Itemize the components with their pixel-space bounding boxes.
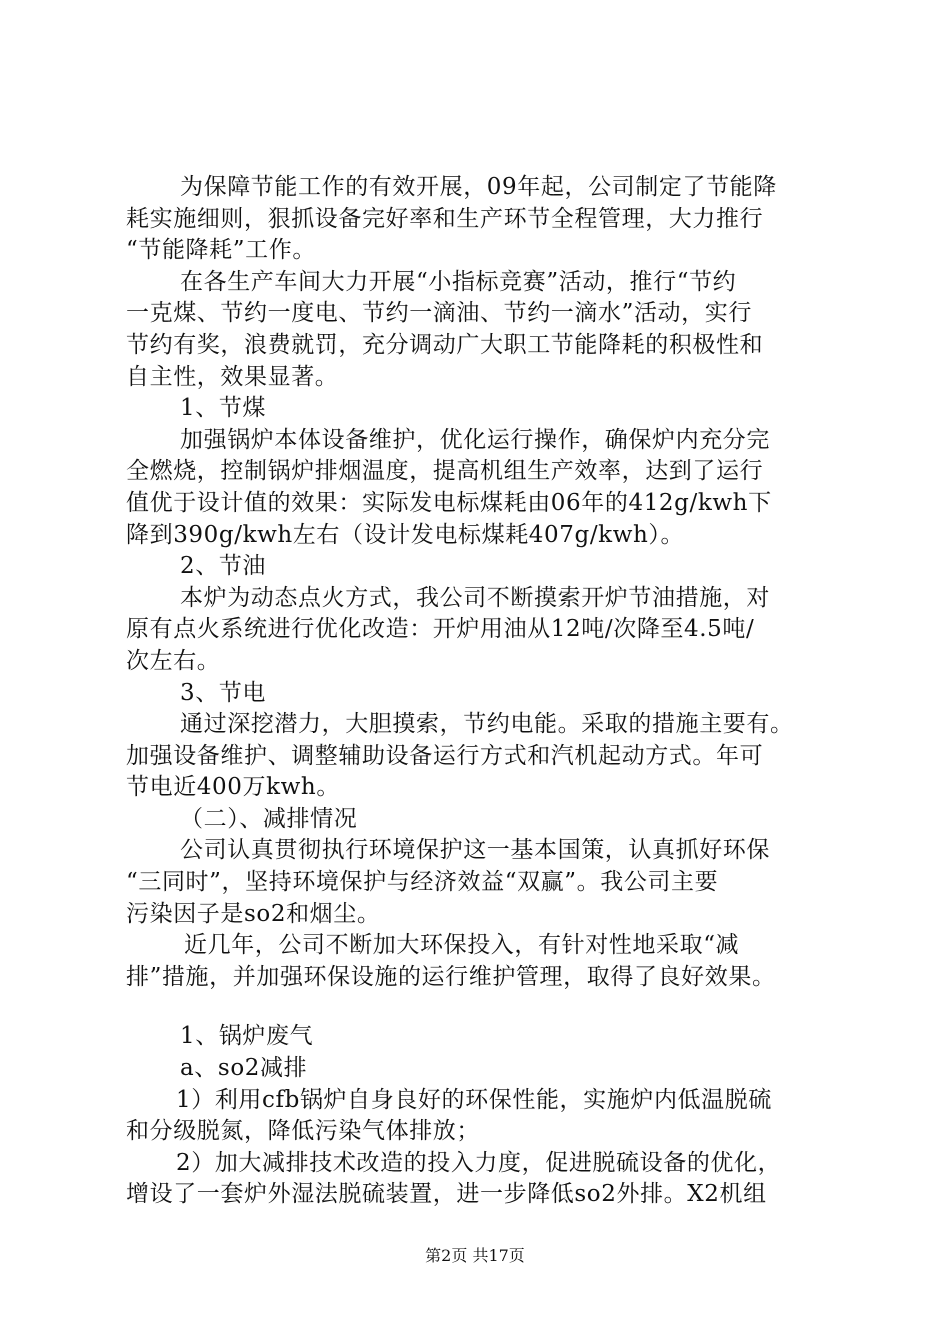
text-line: 2）加大减排技术改造的投入力度，促进脱硫设备的优化， bbox=[176, 1149, 782, 1176]
text-line: 为保障节能工作的有效开展，09年起，公司制定了节能降 bbox=[180, 174, 777, 200]
text-line: 和分级脱氮，降低污染气体排放； bbox=[126, 1118, 480, 1145]
text-line: 增设了一套炉外湿法脱硫装置，进一步降低so2外排。X2机组 bbox=[126, 1181, 767, 1208]
text-line: 1、节煤 bbox=[180, 395, 267, 422]
text-line: 节电近400万kwh。 bbox=[126, 774, 340, 801]
page-footer: 第2页 共17页 bbox=[425, 1246, 525, 1265]
text-line: 通过深挖潜力，大胆摸索，节约电能。采取的措施主要有。 bbox=[180, 711, 794, 738]
text-line: 本炉为动态点火方式，我公司不断摸索开炉节油措施，对 bbox=[180, 584, 770, 611]
text-line: 加强锅炉本体设备维护，优化运行操作，确保炉内充分完 bbox=[180, 426, 770, 453]
text-line: a、so2减排 bbox=[180, 1055, 308, 1082]
text-line: 一克煤、节约一度电、节约一滴油、节约一滴水”活动，实行 bbox=[126, 300, 752, 327]
text-line: （二）、减排情况 bbox=[180, 805, 358, 832]
text-line: 在各生产车间大力开展“小指标竞赛”活动，推行“节约 bbox=[180, 268, 737, 295]
text-line: 1、锅炉废气 bbox=[180, 1023, 314, 1050]
text-line: 原有点火系统进行优化改造：开炉用油从12吨/次降至4.5吨/ bbox=[126, 616, 755, 643]
text-line: 排”措施，并加强环保设施的运行维护管理，取得了良好效果。 bbox=[126, 963, 776, 990]
text-line: 全燃烧，控制锅炉排烟温度，提高机组生产效率，达到了运行 bbox=[126, 458, 764, 485]
text-line: “节能降耗”工作。 bbox=[126, 237, 316, 264]
text-line: “三同时”，坚持环境保护与经济效益“双赢”。我公司主要 bbox=[126, 869, 719, 896]
text-line: 次左右。 bbox=[126, 647, 221, 674]
text-line: 3、节电 bbox=[180, 679, 267, 706]
text-line: 自主性，效果显著。 bbox=[126, 363, 339, 390]
text-line: 耗实施细则，狠抓设备完好率和生产环节全程管理，大力推行 bbox=[126, 205, 764, 232]
text-line: 污染因子是so2和烟尘。 bbox=[126, 900, 381, 927]
text-line: 1）利用cfb锅炉自身良好的环保性能，实施炉内低温脱硫 bbox=[176, 1086, 772, 1113]
text-line: 降到390g/kwh左右（设计发电标煤耗407g/kwh）。 bbox=[126, 521, 685, 548]
text-line: 2、节油 bbox=[180, 553, 267, 580]
text-line: 公司认真贯彻执行环境保护这一基本国策，认真抓好环保 bbox=[180, 837, 770, 864]
text-line: 近几年，公司不断加大环保投入，有针对性地采取“减 bbox=[184, 932, 740, 959]
text-line: 值优于设计值的效果：实际发电标煤耗由06年的412g/kwh下 bbox=[126, 489, 772, 516]
document-body bbox=[126, 172, 836, 1211]
text-line: 加强设备维护、调整辅助设备运行方式和汽机起动方式。年可 bbox=[126, 742, 764, 769]
text-line: 节约有奖，浪费就罚，充分调动广大职工节能降耗的积极性和 bbox=[126, 331, 764, 358]
blank-line bbox=[126, 993, 836, 1021]
